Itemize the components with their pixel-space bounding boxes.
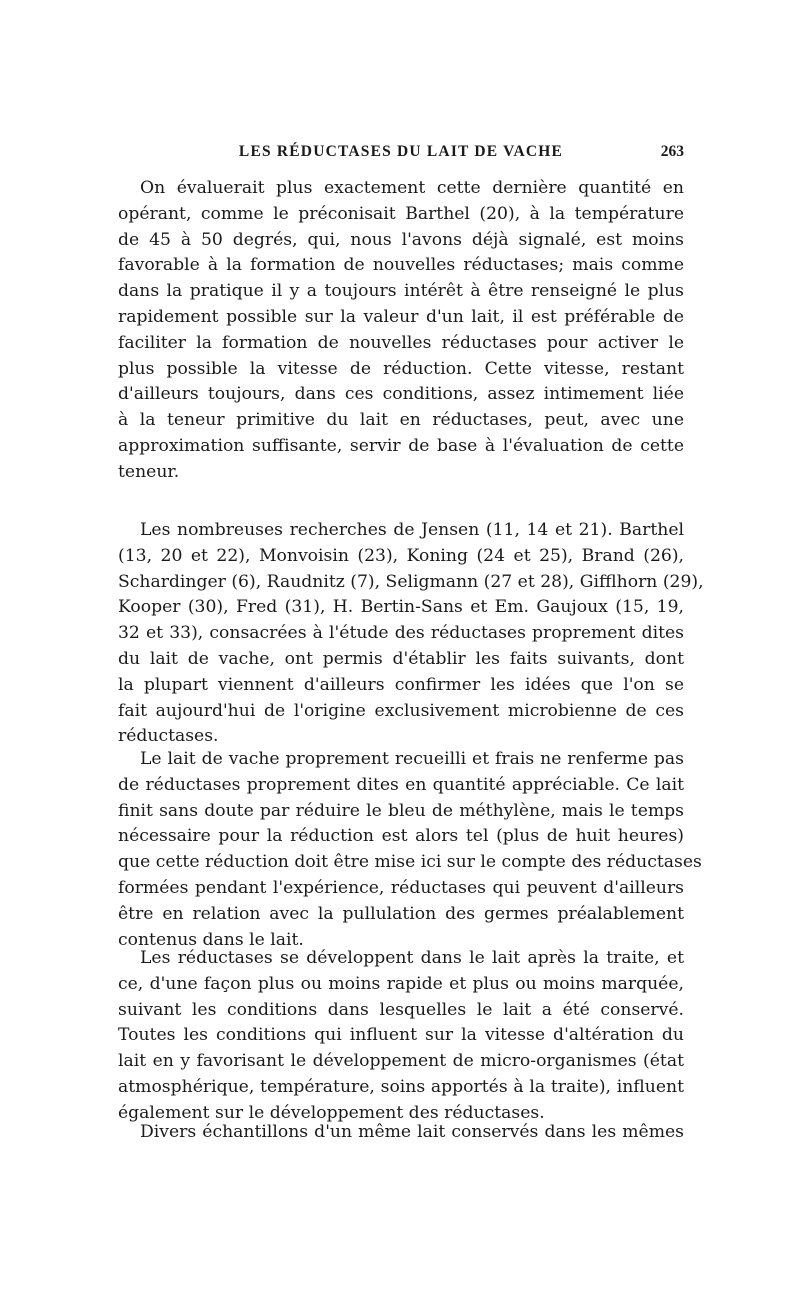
- text-line: de 45 à 50 degrés, qui, nous l'avons déjà signalé, est moins: [118, 229, 684, 250]
- running-head: [118, 143, 684, 165]
- text-line: Les nombreuses recherches de Jensen (11, 14 et 21). Barthel: [140, 520, 684, 540]
- text-line: la plupart viennent d'ailleurs confirmer les idées que l'on se: [118, 674, 684, 695]
- page-number: 263: [660, 143, 684, 160]
- text-line: Schardinger (6), Raudnitz (7), Seligmann (27 et 28), Gifflhorn (29),: [118, 571, 704, 592]
- text-line: lait en y favorisant le développement de micro-organismes (état: [118, 1051, 684, 1072]
- text-line: faciliter la formation de nouvelles réductases pour activer le: [118, 332, 684, 353]
- text-line: dans la pratique il y a toujours intérêt à être renseigné le plus: [118, 281, 684, 302]
- text-line: teneur.: [118, 461, 180, 482]
- text-line: Les réductases se développent dans le lait après la traite, et: [140, 948, 684, 968]
- text-line: réductases.: [118, 726, 219, 747]
- text-line: On évaluerait plus exactement cette dernière quantité en: [140, 178, 684, 198]
- paragraph-2: [118, 518, 704, 750]
- text-line: ce, d'une façon plus ou moins rapide et plus ou moins marquée,: [118, 973, 684, 994]
- text-line: contenus dans le lait.: [118, 929, 304, 950]
- text-line: également sur le développement des réductases.: [118, 1102, 545, 1123]
- text-line: atmosphérique, température, soins apportés à la traite), influent: [118, 1076, 684, 1097]
- text-line: Le lait de vache proprement recueilli et frais ne renferme pas: [140, 749, 684, 769]
- text-line: rapidement possible sur la valeur d'un lait, il est préférable de: [118, 306, 684, 327]
- paragraph-4: [118, 946, 684, 1127]
- text-line: (13, 20 et 22), Monvoisin (23), Koning (24 et 25), Brand (26),: [118, 545, 684, 566]
- text-line: du lait de vache, ont permis d'établir les faits suivants, dont: [118, 648, 684, 669]
- text-line: Kooper (30), Fred (31), H. Bertin-Sans et Em. Gaujoux (15, 19,: [118, 597, 684, 618]
- text-line: de réductases proprement dites en quantité appréciable. Ce lait: [118, 774, 684, 795]
- text-line: Toutes les conditions qui influent sur la vitesse d'altération du: [118, 1025, 684, 1046]
- text-line: formées pendant l'expérience, réductases qui peuvent d'ailleurs: [118, 877, 684, 898]
- paragraph-1: [118, 176, 684, 486]
- text-line: finit sans doute par réduire le bleu de méthylène, mais le temps: [118, 800, 684, 821]
- paragraph-5: [118, 1120, 684, 1146]
- text-line: suivant les conditions dans lesquelles le lait a été conservé.: [118, 999, 684, 1020]
- text-line: être en relation avec la pullulation des germes préalablement: [118, 903, 684, 924]
- text-line: 32 et 33), consacrées à l'étude des réductases proprement dites: [118, 623, 684, 644]
- text-line: que cette réduction doit être mise ici sur le compte des réductases: [118, 852, 702, 873]
- text-line: nécessaire pour la réduction est alors tel (plus de huit heures): [118, 826, 684, 847]
- text-line: d'ailleurs toujours, dans ces conditions, assez intimement liée: [118, 384, 684, 405]
- paragraph-3: [118, 747, 702, 953]
- text-line: à la teneur primitive du lait en réductases, peut, avec une: [118, 410, 684, 431]
- text-line: fait aujourd'hui de l'origine exclusivement microbienne de ces: [118, 700, 684, 721]
- text-line: plus possible la vitesse de réduction. Cette vitesse, restant: [118, 358, 684, 379]
- text-line: approximation suffisante, servir de base à l'évaluation de cette: [118, 435, 684, 456]
- text-line: opérant, comme le préconisait Barthel (20), à la température: [118, 203, 684, 224]
- running-title: LES RÉDUCTASES DU LAIT DE VACHE: [238, 143, 564, 160]
- text-line: favorable à la formation de nouvelles réductases; mais comme: [118, 255, 684, 276]
- text-line: Divers échantillons d'un même lait conservés dans les mêmes: [140, 1122, 684, 1142]
